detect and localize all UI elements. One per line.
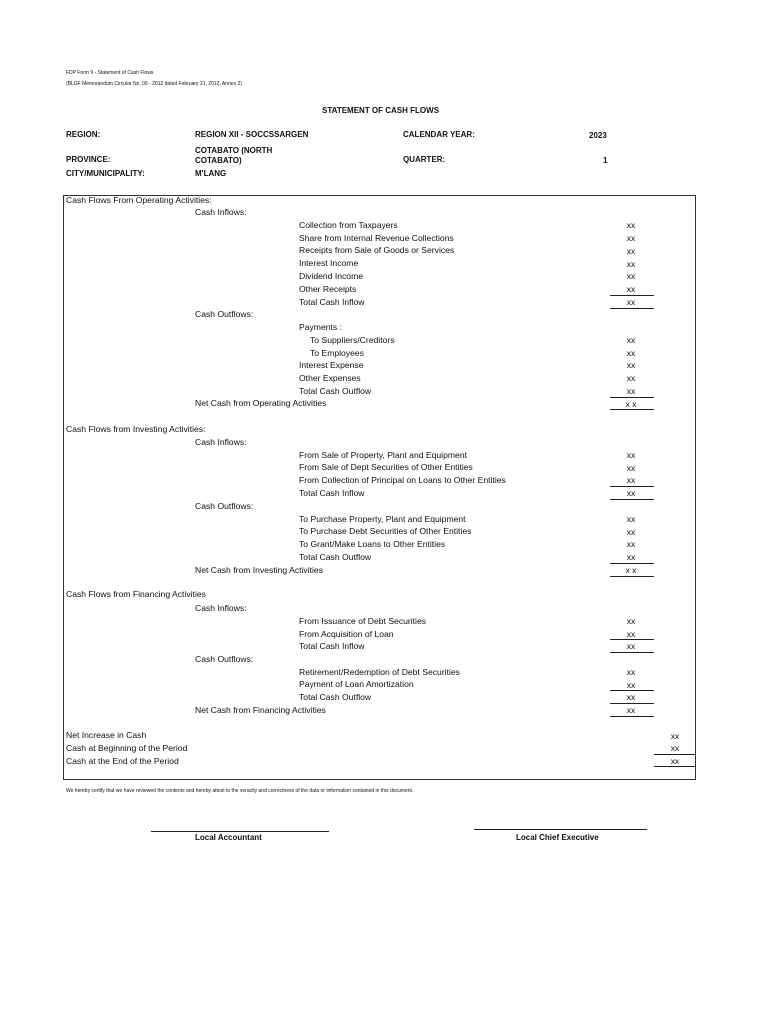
total-outflow-label: Total Cash Outflow [299,386,372,396]
net-rule [610,716,654,717]
region-label: REGION: [66,130,101,139]
subtotal-rule [610,639,654,640]
investing-heading: Cash Flows from Investing Activities: [66,424,206,434]
operating-inflows-label: Cash Inflows: [195,207,247,217]
province-label: PROVINCE: [66,155,111,164]
calendar-year-label: CALENDAR YEAR: [403,130,475,139]
total-inflow-label: Total Cash Inflow [299,488,365,498]
line-item-value: xx [626,629,636,639]
cash-end-value: xx [670,756,680,766]
financing-inflows-label: Cash Inflows: [195,603,247,613]
line-item-value: xx [626,220,636,230]
line-item-label: Interest Expense [299,360,364,370]
total-outflow-label: Total Cash Outflow [299,692,372,702]
line-item-value: xx [626,271,636,281]
total-rule [610,703,654,704]
total-rule [610,499,654,500]
line-item-value: xx [626,450,636,460]
line-item-label: To Grant/Make Loans to Other Entities [299,539,446,549]
quarter-value: 1 [603,156,608,165]
net-increase-value: xx [670,731,680,741]
line-item-value: xx [626,463,636,473]
line-item-label: From Collection of Principal on Loans to Other Entities [299,475,506,485]
line-item-value: xx [626,373,636,383]
accountant-signature-line [151,831,329,832]
chief-executive-signature-line [474,829,647,830]
cash-end-label: Cash at the End of the Period [66,756,179,766]
line-item-value: xx [626,246,636,256]
cash-flow-table [63,195,696,780]
line-item-value: xx [626,335,636,345]
total-outflow-value: xx [626,692,636,702]
province-value-line2: COTABATO) [195,156,242,165]
operating-outflows-label: Cash Outflows: [195,309,254,319]
net-investing-value: x x [625,565,637,575]
total-rule [610,652,654,653]
page-title: STATEMENT OF CASH FLOWS [322,106,440,115]
total-outflow-value: xx [626,552,636,562]
line-item-value: xx [626,475,636,485]
subtotal-rule [654,754,696,755]
line-item-label: Other Expenses [299,373,361,383]
subtotal-rule [610,486,654,487]
total-inflow-value: xx [626,488,636,498]
financing-heading: Cash Flows from Financing Activities [66,589,206,599]
line-item-value: xx [626,360,636,370]
line-item-label: From Acquisition of Loan [299,629,394,639]
chief-executive-label: Local Chief Executive [516,833,599,842]
calendar-year-value: 2023 [589,131,607,140]
line-item-label: To Purchase Debt Securities of Other Entities [299,526,472,536]
financing-outflows-label: Cash Outflows: [195,654,254,664]
total-outflow-value: xx [626,386,636,396]
line-item-value: xx [626,667,636,677]
net-financing-label: Net Cash from Financing Activities [195,705,326,715]
line-item-value: xx [626,259,636,269]
net-rule [610,409,654,410]
line-item-label: To Employees [310,348,364,358]
line-item-value: xx [626,514,636,524]
line-item-label: From Sale of Dept Securities of Other Entities [299,462,473,472]
line-item-label: To Suppliers/Creditors [310,335,395,345]
province-value-line1: COTABATO (NORTH [195,146,273,155]
line-item-label: Receipts from Sale of Goods or Services [299,245,455,255]
total-rule [654,766,696,767]
line-item-value: xx [626,539,636,549]
total-outflow-label: Total Cash Outflow [299,552,372,562]
accountant-label: Local Accountant [195,833,262,842]
total-inflow-label: Total Cash Inflow [299,641,365,651]
line-item-value: xx [626,680,636,690]
total-inflow-label: Total Cash Inflow [299,297,365,307]
total-rule [610,563,654,564]
form-reference: FDP Form 9 - Statement of Cash Flows [66,70,154,76]
line-item-label: Payment of Loan Amortization [299,679,414,689]
total-rule [610,308,654,309]
memo-reference: (BLGF Memorandum Circular No. 09 - 2012 dated February 21, 2012, Annex 2) [66,81,242,87]
subtotal-rule [610,690,654,691]
total-inflow-value: xx [626,641,636,651]
net-investing-label: Net Cash from Investing Activities [195,565,323,575]
line-item-label: Other Receipts [299,284,357,294]
line-item-value: xx [626,233,636,243]
net-increase-label: Net Increase in Cash [66,730,147,740]
line-item-label: Share from Internal Revenue Collections [299,233,454,243]
line-item-label: From Issuance of Debt Securities [299,616,427,626]
line-item-label: Retirement/Redemption of Debt Securities [299,667,460,677]
line-item-label: From Sale of Property, Plant and Equipment [299,450,467,460]
subtotal-rule [610,295,654,296]
region-value: REGION XII - SOCCSSARGEN [195,130,309,139]
net-financing-value: xx [626,705,636,715]
line-item-value: xx [626,284,636,294]
line-item-label: Dividend Income [299,271,364,281]
net-operating-label: Net Cash from Operating Activities [195,398,327,408]
line-item-label: Interest Income [299,258,359,268]
cash-beginning-value: xx [670,743,680,753]
investing-outflows-label: Cash Outflows: [195,501,254,511]
cash-beginning-label: Cash at Beginning of the Period [66,743,188,753]
certification-text: We hereby certify that we have reviewed the contents and hereby attest to the veracity and correctness of the data or information contained in this document. [66,788,414,794]
operating-heading: Cash Flows From Operating Activities: [66,195,212,205]
line-item-value: xx [626,527,636,537]
total-rule [610,397,654,398]
net-operating-value: x x [625,399,637,409]
quarter-label: QUARTER: [403,155,446,164]
investing-inflows-label: Cash Inflows: [195,437,247,447]
line-item-label: To Purchase Property, Plant and Equipment [299,514,466,524]
total-inflow-value: xx [626,297,636,307]
line-item-value: xx [626,616,636,626]
line-item-value: xx [626,348,636,358]
net-rule [610,576,654,577]
city-label: CITY/MUNICIPALITY: [66,169,145,178]
line-item-label: Collection from Taxpayers [299,220,398,230]
payments-label: Payments : [299,322,342,332]
city-value: M'LANG [195,169,227,178]
